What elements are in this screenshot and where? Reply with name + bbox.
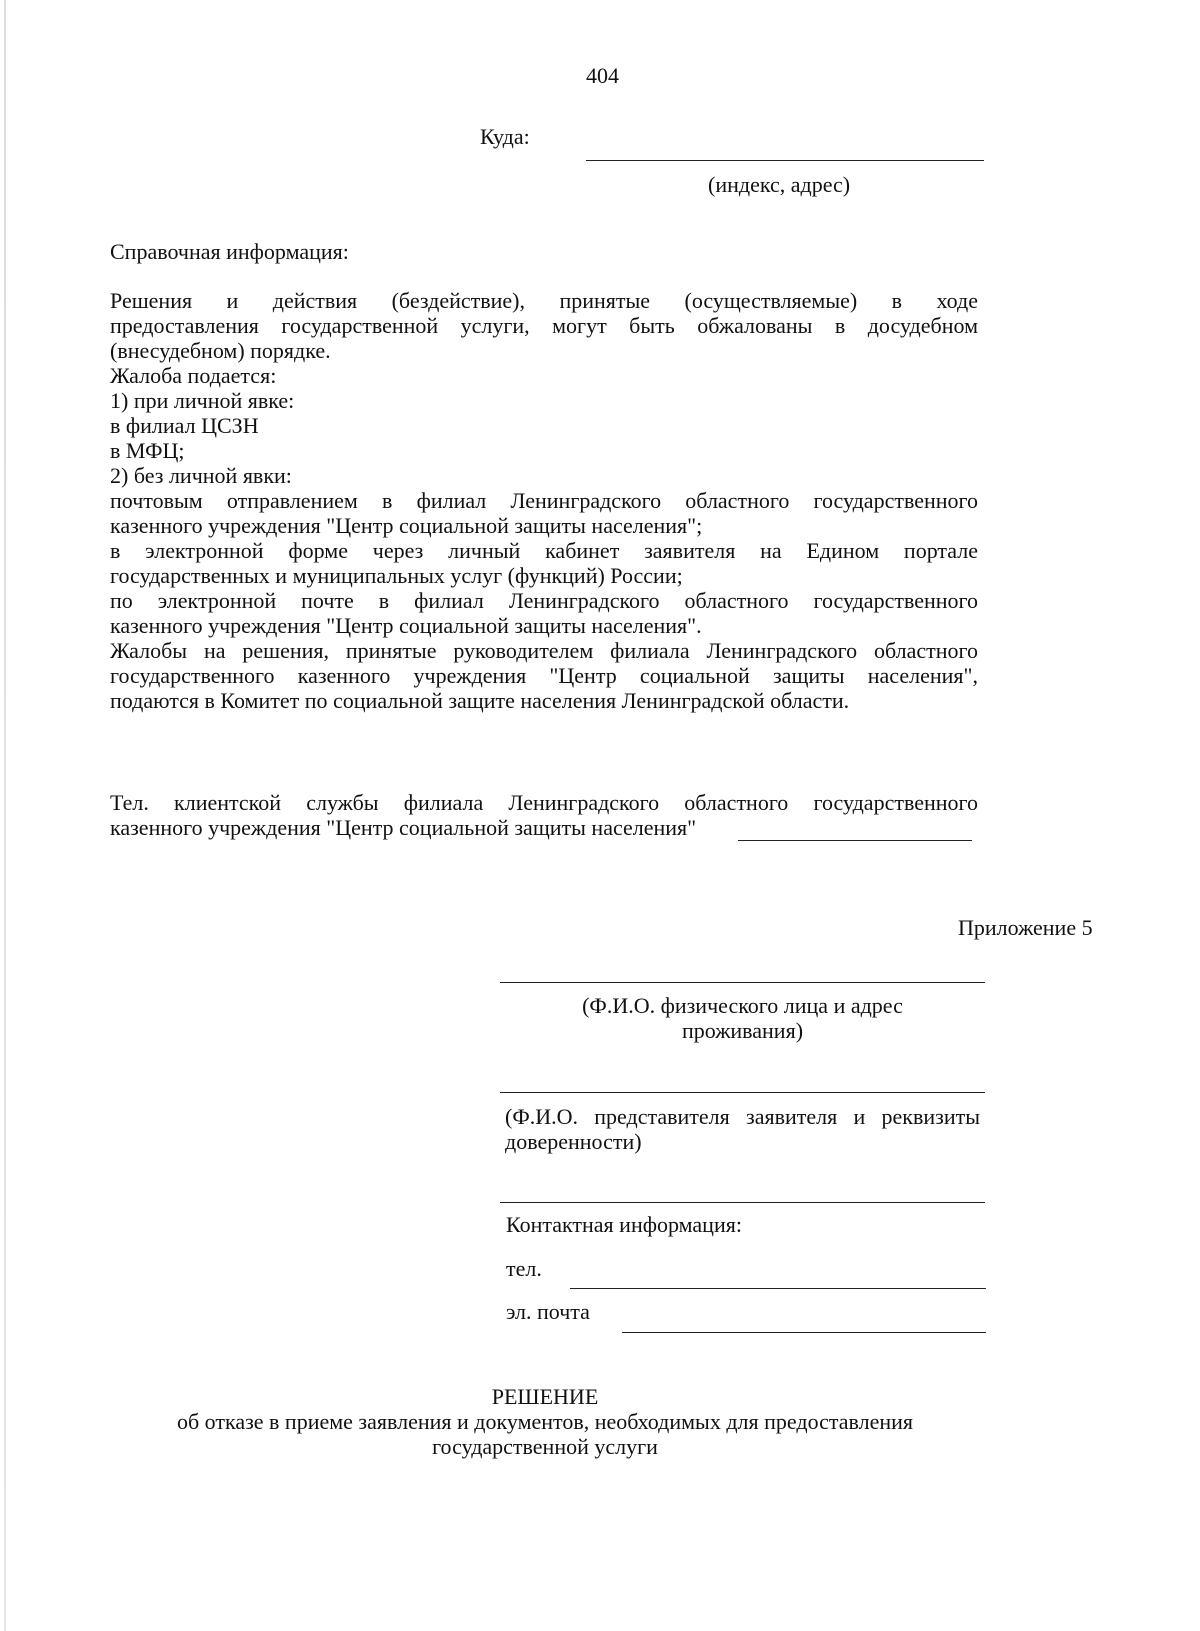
address-label: Куда: [480, 124, 530, 149]
contact-top-line [500, 1202, 985, 1203]
reference-body [110, 288, 978, 713]
reference-line: почтовым отправлением в филиал Ленинградского областного государственного [110, 488, 978, 513]
reference-line: в филиал ЦСЗН [110, 413, 259, 438]
reference-line: (внесудебном) порядке. [110, 338, 331, 363]
reference-heading: Справочная информация: [110, 239, 349, 264]
reference-line: в МФЦ; [110, 438, 185, 463]
address-line [586, 160, 984, 161]
reference-line: государственных и муниципальных услуг (функций) России; [110, 563, 683, 588]
decision-title: РЕШЕНИЕ [491, 1384, 599, 1409]
reference-line: предоставления государственной услуги, могут быть обжалованы в досудебном [110, 313, 978, 338]
reference-line: в электронной форме через личный кабинет заявителя на Едином портале [110, 538, 978, 563]
decision-subtitle-2: государственной услуги [432, 1434, 658, 1459]
reference-line: 2) без личной явки: [110, 463, 292, 488]
applicant-line [500, 982, 985, 983]
representative-caption [505, 1104, 980, 1154]
reference-line: Жалобы на решения, принятые руководителем филиала Ленинградского областного [110, 638, 978, 663]
decision-subtitle-1: об отказе в приеме заявления и документов, необходимых для предоставления [176, 1409, 914, 1434]
contact-heading: Контактная информация: [506, 1212, 742, 1237]
representative-line [500, 1092, 985, 1093]
email-label: эл. почта [506, 1299, 590, 1324]
reference-line: казенного учреждения "Центр социальной защиты населения"; [110, 513, 703, 538]
phone-block [110, 790, 978, 840]
applicant-caption-1: (Ф.И.О. физического лица и адрес [582, 993, 903, 1018]
phone-line-1: Тел. клиентской службы филиала Ленинградского областного государственного [110, 790, 978, 815]
address-caption: (индекс, адрес) [708, 172, 851, 197]
representative-caption-2: доверенности) [505, 1129, 642, 1154]
reference-line: 1) при личной явке: [110, 388, 295, 413]
reference-line: по электронной почте в филиал Ленинградского областного государственного [110, 588, 978, 613]
reference-line: казенного учреждения "Центр социальной защиты населения". [110, 613, 702, 638]
reference-line: Решения и действия (бездействие), принятые (осуществляемые) в ходе [110, 288, 978, 313]
page-number: 404 [586, 63, 619, 88]
applicant-caption-2: проживания) [681, 1018, 804, 1043]
phone-line-2: казенного учреждения "Центр социальной защиты населения" [110, 815, 697, 840]
representative-caption-1: (Ф.И.О. представителя заявителя и реквизиты [505, 1104, 980, 1129]
reference-line: государственного казенного учреждения "Центр социальной защиты населения", [110, 663, 978, 688]
phone-input-line [570, 1288, 986, 1289]
appendix-label: Приложение 5 [958, 915, 1093, 940]
phone-label: тел. [506, 1256, 542, 1281]
reference-line: Жалоба подается: [110, 363, 277, 388]
phone-fill-line [738, 840, 972, 841]
reference-line: подаются в Комитет по социальной защите населения Ленинградской области. [110, 688, 850, 713]
email-input-line [622, 1332, 986, 1333]
